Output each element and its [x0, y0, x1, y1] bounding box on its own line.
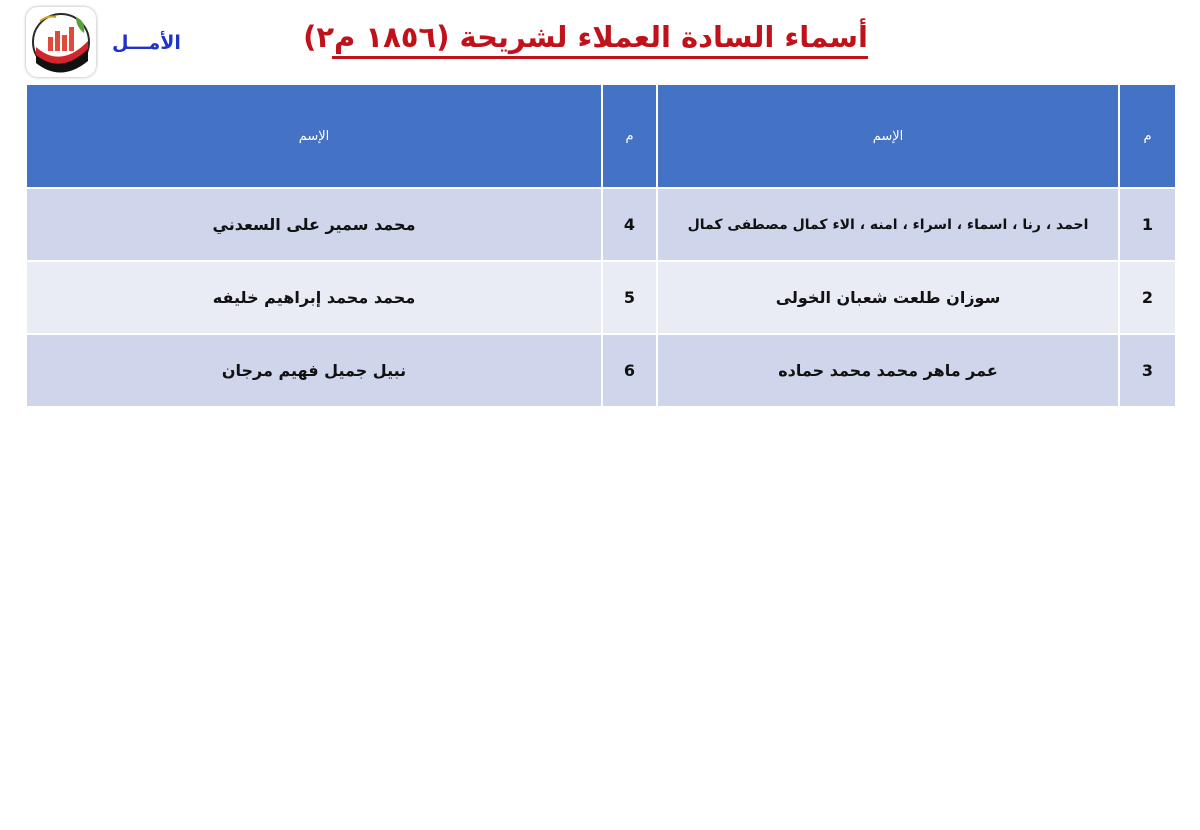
customer-name: محمد محمد إبراهيم خليفه	[26, 261, 602, 334]
page-title: أسماء السادة العملاء لشريحة (١٨٥٦ م٢)	[332, 20, 868, 59]
customer-name: احمد ، رنا ، اسماء ، اسراء ، امنه ، الاء كمال مصطفى كمال	[657, 188, 1119, 261]
customer-number: 6	[602, 334, 657, 407]
table-header-row	[26, 84, 1176, 188]
customer-name: عمر ماهر محمد محمد حماده	[657, 334, 1119, 407]
customer-number: 2	[1119, 261, 1176, 334]
table-row	[26, 261, 1176, 334]
table-row	[26, 334, 1176, 407]
customer-name: سوزان طلعت شعبان الخولى	[657, 261, 1119, 334]
customer-number: 1	[1119, 188, 1176, 261]
logo-emblem-icon	[26, 7, 96, 77]
customer-name: محمد سمير على السعدني	[26, 188, 602, 261]
header-name-left: الإسم	[26, 84, 602, 188]
header-number-left: م	[602, 84, 657, 188]
header-name-right: الإسم	[657, 84, 1119, 188]
brand-name: الأمـــل	[112, 32, 181, 54]
table-row	[26, 188, 1176, 261]
customers-table	[25, 83, 1177, 408]
header-number-right: م	[1119, 84, 1176, 188]
customer-number: 3	[1119, 334, 1176, 407]
customer-number: 5	[602, 261, 657, 334]
customer-name: نبيل جميل فهيم مرجان	[26, 334, 602, 407]
company-logo	[26, 7, 96, 77]
customer-number: 4	[602, 188, 657, 261]
